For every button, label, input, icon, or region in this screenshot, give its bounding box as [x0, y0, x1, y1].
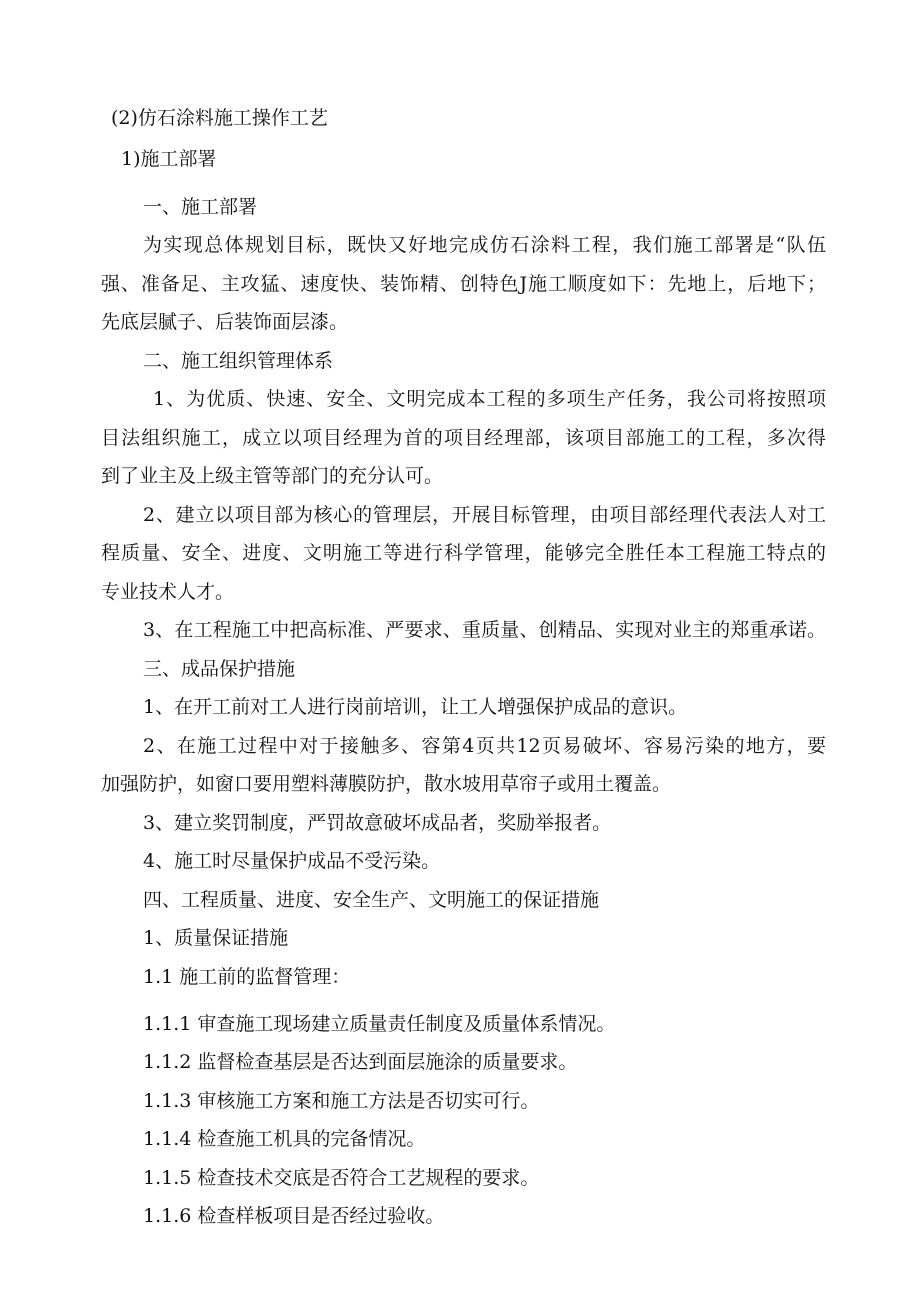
heading-protection: 三、成品保护措施 [143, 658, 296, 680]
section-title: (2)仿石涂料施工操作工艺 [111, 107, 328, 129]
paragraph-line: 目法组织施工，成立以项目经理为首的项目经理部，该项目部施工的工程，多次得 [101, 427, 826, 449]
paragraph-line: 2、建立以项目部为核心的管理层，开展目标管理，由项目部经理代表法人对工 [143, 504, 826, 526]
heading-pre-construction: 1.1 施工前的监督管理： [143, 966, 351, 988]
paragraph-line: 到了业主及上级主管等部门的充分认可。 [101, 465, 444, 487]
list-item: 1.1.4 检查施工机具的完备情况。 [143, 1128, 426, 1150]
paragraph-line: 强、准备足、主攻猛、速度快、装饰精、创特色J施工顺度如下：先地上，后地下； [101, 273, 826, 295]
list-item: 1.1.5 检查技术交底是否符合工艺规程的要求。 [143, 1167, 540, 1189]
list-item: 1.1.1 审查施工现场建立质量责任制度及质量体系情况。 [143, 1013, 616, 1035]
paragraph-line: 为实现总体规划目标，既快又好地完成仿石涂料工程，我们施工部署是“队伍 [143, 234, 826, 256]
paragraph-line: 3、建立奖罚制度，严罚故意破坏成品者，奖励举报者。 [143, 812, 612, 834]
subsection-title: 1)施工部署 [121, 148, 217, 170]
paragraph-line: 2、在施工过程中对于接触多、容第4页共12页易破坏、容易污染的地方，要 [143, 735, 826, 757]
list-item: 1.1.6 检查样板项目是否经过验收。 [143, 1205, 445, 1227]
list-item: 1.1.2 监督检查基层是否达到面层施涂的质量要求。 [143, 1051, 578, 1073]
heading-deployment: 一、施工部署 [143, 196, 258, 218]
heading-guarantee: 四、工程质量、进度、安全生产、文明施工的保证措施 [143, 889, 600, 911]
paragraph-line: 先底层腻子、后装饰面层漆。 [101, 311, 349, 333]
paragraph-line: 1、在开工前对工人进行岗前培训，让工人增强保护成品的意识。 [143, 696, 688, 718]
paragraph-line: 专业技术人才。 [101, 581, 235, 603]
list-item: 1.1.3 审核施工方案和施工方法是否切实可行。 [143, 1090, 540, 1112]
paragraph-line: 3、在工程施工中把高标准、严要求、重质量、创精品、实现对业主的郑重承诺。 [143, 619, 826, 641]
paragraph-line: 加强防护，如窗口要用塑料薄膜防护，散水坡用草帘子或用土覆盖。 [101, 773, 672, 795]
paragraph-line: 1、为优质、快速、安全、文明完成本工程的多项生产任务，我公司将按照项 [153, 388, 826, 410]
paragraph-line: 程质量、安全、进度、文明施工等进行科学管理，能够完全胜任本工程施工特点的 [101, 542, 826, 564]
paragraph-line: 4、施工时尽量保护成品不受污染。 [143, 850, 441, 872]
heading-management: 二、施工组织管理体系 [143, 350, 334, 372]
heading-quality: 1、质量保证措施 [143, 927, 289, 949]
